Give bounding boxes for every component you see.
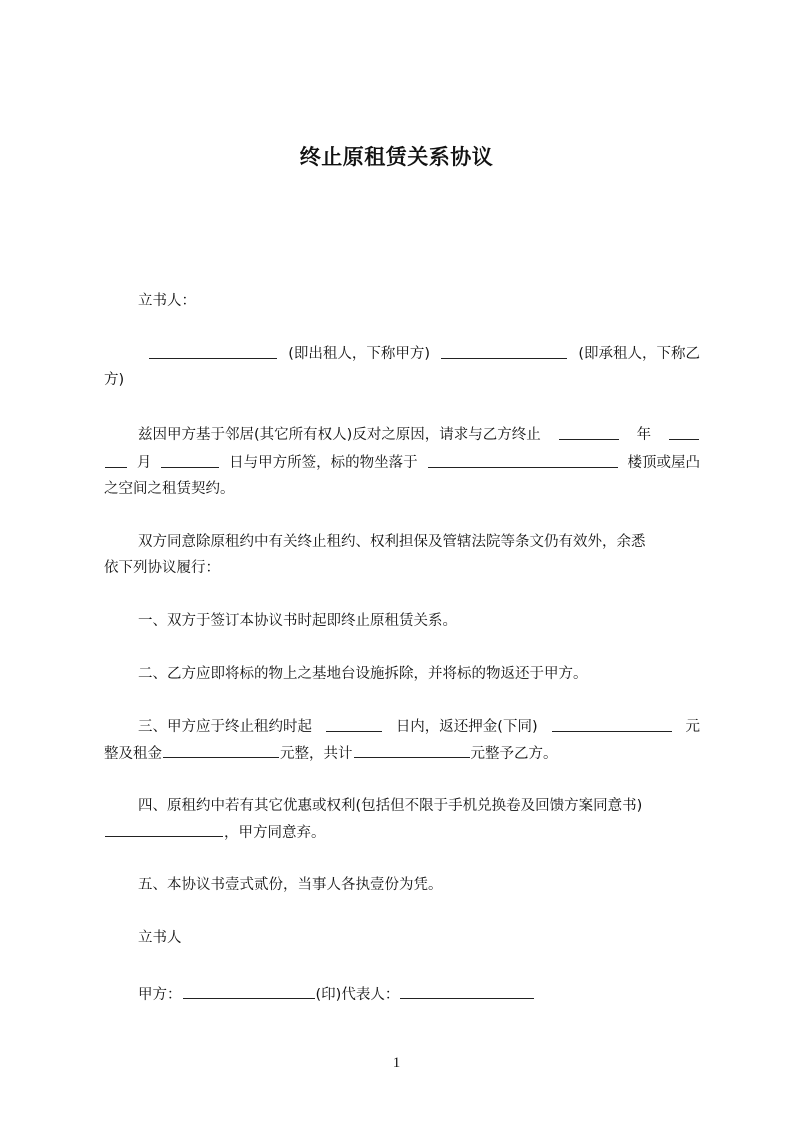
reason-line-1 xyxy=(104,424,700,446)
reason-text-4: 之空间之租赁契约。 xyxy=(104,481,235,497)
deposit-amount-blank[interactable] xyxy=(552,716,672,732)
clause-1: 一、双方于签订本协议书时起即终止原租赁关系。 xyxy=(138,613,457,629)
day-blank[interactable] xyxy=(161,452,219,468)
month-blank-start[interactable] xyxy=(669,424,699,440)
waived-rights-blank[interactable] xyxy=(105,821,223,837)
clause-3-text-f: 元整予乙方。 xyxy=(470,746,558,762)
reason-text-3: 楼顶或屋凸 xyxy=(627,455,700,471)
year-blank[interactable] xyxy=(559,424,619,440)
reason-text-2: 日与甲方所签，标的物坐落于 xyxy=(229,455,418,471)
reason-line-2 xyxy=(104,452,700,474)
clause-3-text-a: 三、甲方应于终止租约时起 xyxy=(138,719,312,735)
clause-5: 五、本协议书壹式贰份，当事人各执壹份为凭。 xyxy=(138,877,443,893)
party-a-label: 甲方： xyxy=(138,987,182,1003)
rent-amount-blank[interactable] xyxy=(163,742,279,758)
page-number: 1 xyxy=(392,1055,401,1071)
lessee-name-blank[interactable] xyxy=(441,343,567,359)
property-location-blank[interactable] xyxy=(428,452,618,468)
lessee-note: (即承租人，下称乙 xyxy=(578,346,700,362)
clause-3-text-c: 元 xyxy=(685,719,700,735)
clause-2: 二、乙方应即将标的物上之基地台设施拆除，并将标的物返还于甲方。 xyxy=(138,666,588,682)
party-a-signature-line xyxy=(104,983,734,1006)
refund-days-blank[interactable] xyxy=(326,716,382,732)
clause-4-text-b: ，甲方同意弃。 xyxy=(224,825,326,841)
clause-3-text-d: 整及租金 xyxy=(104,746,162,762)
clause-3-text-e: 元整，共计 xyxy=(280,746,353,762)
clause-3-line-2 xyxy=(104,742,700,765)
seal-label: (印)代表人： xyxy=(315,987,400,1003)
party-a-name-blank[interactable] xyxy=(183,983,315,999)
total-amount-blank[interactable] xyxy=(354,742,470,758)
document-title: 终止原租赁关系协议 xyxy=(299,145,494,169)
clause-4-line-2 xyxy=(104,821,700,844)
preamble-label: 立书人： xyxy=(138,293,196,309)
clause-3-text-b: 日内，返还押金(下同) xyxy=(395,719,538,735)
year-label: 年 xyxy=(636,427,652,443)
indent-spacer xyxy=(104,343,138,365)
clause-4-line-1: 四、原租约中若有其它优惠或权利(包括但不限于手机兑换卷及回馈方案同意书) xyxy=(138,798,643,814)
agreement-line-2: 依下列协议履行： xyxy=(104,560,220,576)
lessee-note-end: 方) xyxy=(104,372,125,388)
month-blank-end[interactable] xyxy=(105,452,127,468)
parties-line xyxy=(104,343,700,365)
lessor-name-blank[interactable] xyxy=(149,343,277,359)
signature-label: 立书人 xyxy=(138,930,182,946)
reason-text-1: 兹因甲方基于邻居(其它所有权人)反对之原因，请求与乙方终止 xyxy=(138,427,541,443)
clause-3-line-1 xyxy=(104,716,700,738)
agreement-line-1: 双方同意除原租约中有关终止租约、权利担保及管辖法院等条文仍有效外，余悉 xyxy=(138,534,646,550)
lessor-note: (即出租人，下称甲方) xyxy=(288,346,431,362)
representative-name-blank[interactable] xyxy=(400,983,534,999)
month-label: 月 xyxy=(136,455,152,471)
